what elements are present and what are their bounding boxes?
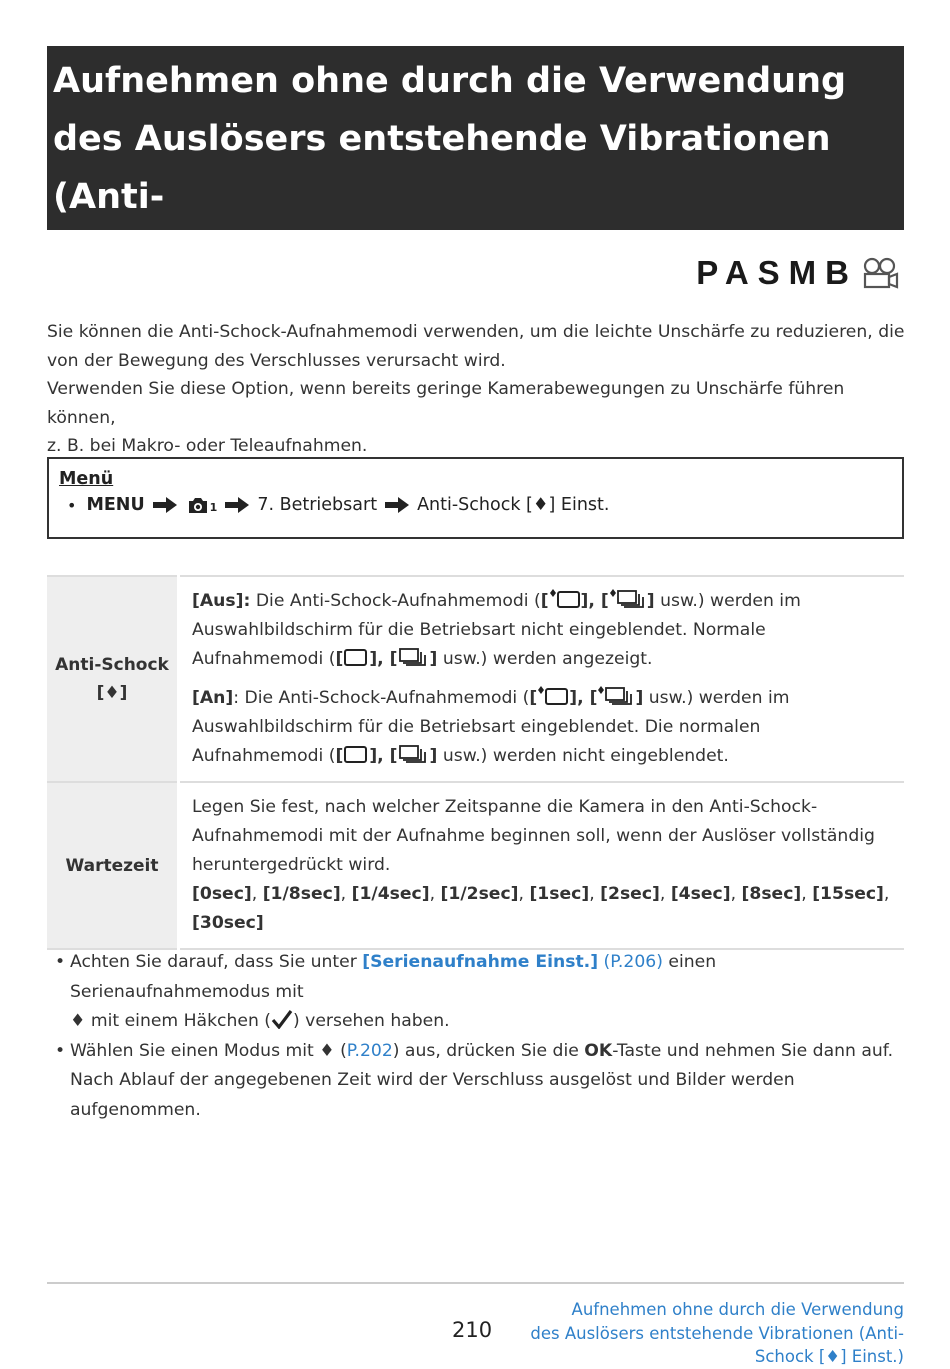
table-row xyxy=(47,576,904,782)
movie-camera-icon xyxy=(860,256,900,290)
menu-step-anti-shock: Anti-Schock [♦] Einst. xyxy=(417,495,610,515)
note-text: ♦ mit einem Häkchen ( xyxy=(70,1011,272,1031)
label-text: Anti-Schock xyxy=(55,655,169,675)
footer-title-line: Schock [♦] Einst.) xyxy=(754,1347,904,1366)
checkmark-icon xyxy=(271,1009,293,1029)
anti-shock-single-frame-icon xyxy=(549,589,581,609)
arrow-right-icon xyxy=(153,497,177,513)
anti-shock-sequential-icon xyxy=(609,589,647,609)
option-aus: [Aus]: Die Anti-Schock-Aufnahmemodi ([ ], [ ] usw.) werden im Auswahlbildschirm für die Betriebsart nicht eingeblendet. Normale Aufnahmemodi ([ ], [ ] usw.) werden angezeigt. xyxy=(192,591,801,669)
anti-shock-single-frame-icon xyxy=(537,686,569,706)
note-text: Nach Ablauf der angegebenen Zeit wird der Verschluss ausgelöst und Bilder werden aufgenommen. xyxy=(70,1070,795,1120)
list-item xyxy=(55,1037,915,1126)
note-text: ) versehen haben. xyxy=(293,1011,450,1031)
page-ref-link[interactable]: P.202 xyxy=(346,1040,393,1061)
note-text: Achten Sie darauf, dass Sie unter xyxy=(70,952,363,972)
setting-label-anti-shock xyxy=(47,576,179,782)
option-key: [Aus]: xyxy=(192,591,251,611)
arrow-right-icon xyxy=(225,497,249,513)
note-text: einen Serienaufnahmemodus mit xyxy=(70,952,717,1002)
intro-line: z. B. bei Makro- oder Teleaufnahmen. xyxy=(47,436,368,456)
list-item xyxy=(55,948,915,1037)
intro-line: Verwenden Sie diese Option, wenn bereits geringe Kamerabewegungen zu Unschärfe führen können, xyxy=(47,379,845,428)
wait-option: [0sec] xyxy=(192,884,252,904)
single-frame-icon xyxy=(343,744,369,764)
wait-option: [30sec] xyxy=(192,913,264,933)
table-row xyxy=(47,782,904,949)
ok-key: OK xyxy=(584,1040,613,1061)
setting-description xyxy=(179,576,905,782)
intro-text xyxy=(47,318,907,461)
page-number: 210 xyxy=(452,1318,493,1342)
menu-path xyxy=(59,495,892,515)
footer-title-line: Aufnehmen ohne durch die Verwendung xyxy=(571,1300,904,1319)
wait-option: [15sec] xyxy=(812,884,884,904)
bullet: • xyxy=(67,495,77,515)
page-title-line3: Schock [♦] Einst.) xyxy=(53,235,408,275)
menu-step-drive-mode: 7. Betriebsart xyxy=(257,495,378,515)
wait-description: Legen Sie fest, nach welcher Zeitspanne die Kamera in den Anti-Schock-Aufnahmemodi mit der Aufnahme beginnen soll, wenn der Auslöser vollständig heruntergedrückt wird. xyxy=(192,797,875,875)
anti-shock-sequential-icon xyxy=(597,686,635,706)
intro-line: von der Bewegung des Verschlusses verursacht wird. xyxy=(47,350,506,371)
shooting-menu-tab[interactable] xyxy=(187,497,218,514)
page-title-line2: des Auslösers entstehende Vibrationen (Anti- xyxy=(53,119,831,217)
wait-option: [1sec] xyxy=(529,884,590,904)
note-text: ) aus, drücken Sie die xyxy=(392,1040,585,1061)
option-an: [An]: Die Anti-Schock-Aufnahmemodi ([ ], [ ] usw.) werden im Auswahlbildschirm für die Betriebsart eingeblendet. Die normalen Aufnahmemodi ([ ], [ ] usw.) werden nicht eingeblendet. xyxy=(192,688,790,766)
tab-number: 1 xyxy=(209,500,218,514)
wait-option: [4sec] xyxy=(670,884,731,904)
desc-text: usw.) werden nicht eingeblendet. xyxy=(437,746,729,766)
shooting-modes xyxy=(696,254,900,292)
arrow-right-icon xyxy=(385,497,409,513)
intro-line: Sie können die Anti-Schock-Aufnahmemodi verwenden, um die leichte Unschärfe zu reduzieren, die xyxy=(47,322,905,342)
desc-text: usw.) werden im Auswahlbildschirm für die Betriebsart eingeblendet. Die normalen Aufnahmemodi ( xyxy=(192,688,790,766)
menu-keyword: MENU xyxy=(86,495,145,515)
setting-description xyxy=(179,782,905,949)
wait-option: [1/8sec] xyxy=(262,884,341,904)
serienaufnahme-link[interactable]: [Serienaufnahme Einst.] xyxy=(362,952,599,972)
menu-path-box xyxy=(47,457,904,539)
wait-option: [1/2sec] xyxy=(440,884,519,904)
sequential-icon xyxy=(398,647,430,667)
wait-options: [0sec], [1/8sec], [1/4sec], [1/2sec], [1sec], [2sec], [4sec], [8sec], [15sec], [30sec] xyxy=(192,884,890,933)
desc-text: Die Anti-Schock-Aufnahmemodi ( xyxy=(250,591,541,611)
desc-text: usw.) werden im Auswahlbildschirm für die Betriebsart nicht eingeblendet. Normale Aufnahmemodi ( xyxy=(192,591,801,669)
wait-option: [2sec] xyxy=(600,884,660,904)
footer-divider xyxy=(47,1282,904,1284)
menu-heading: Menü xyxy=(59,469,114,489)
setting-label-wartezeit: Wartezeit xyxy=(47,782,179,949)
option-key: [An] xyxy=(192,688,234,708)
label-symbol: [♦] xyxy=(96,683,128,703)
page-ref-link[interactable]: (P.206) xyxy=(598,952,663,972)
desc-text: : Die Anti-Schock-Aufnahmemodi ( xyxy=(233,688,530,708)
settings-table xyxy=(47,575,904,950)
wait-option: [1/4sec] xyxy=(351,884,430,904)
notes-list xyxy=(55,948,915,1125)
note-text: -Taste und nehmen Sie dann auf. xyxy=(612,1040,894,1061)
footer-chapter-link[interactable] xyxy=(484,1298,904,1369)
page-title-line1: Aufnehmen ohne durch die Verwendung xyxy=(53,61,847,101)
desc-text: usw.) werden angezeigt. xyxy=(437,649,653,669)
wait-option: [8sec] xyxy=(741,884,802,904)
footer-title-line: des Auslösers entstehende Vibrationen (Anti- xyxy=(530,1323,904,1343)
camera-icon xyxy=(187,497,209,514)
mode-letters: PASMB xyxy=(696,254,858,291)
note-text: Wählen Sie einen Modus mit ♦ ( xyxy=(70,1040,347,1061)
single-frame-icon xyxy=(343,647,369,667)
sequential-icon xyxy=(398,744,430,764)
page-title xyxy=(53,52,898,284)
